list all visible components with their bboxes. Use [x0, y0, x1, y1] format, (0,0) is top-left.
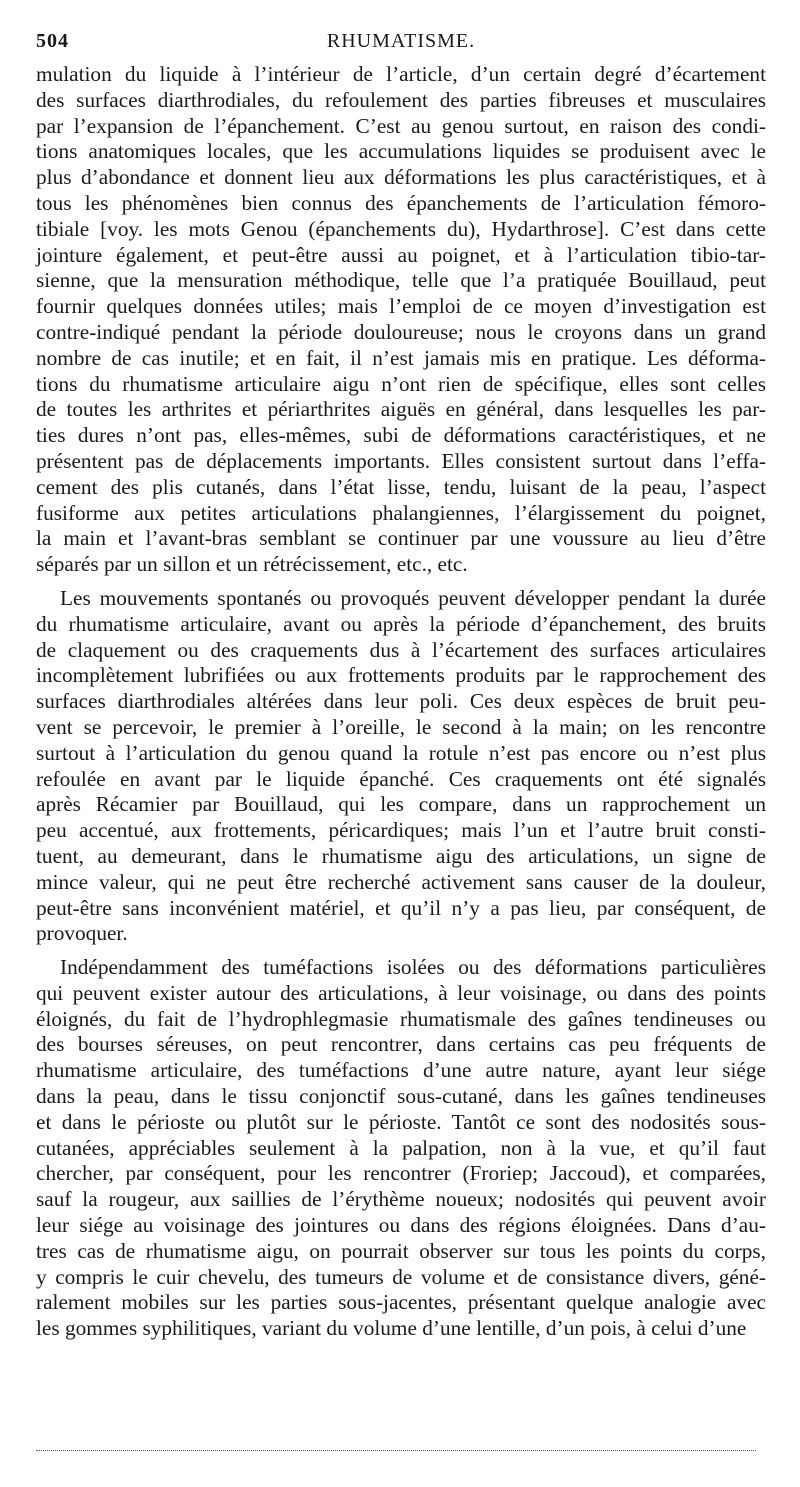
text-line: sauf la rougeur, aux saillies de l’érythème noueux; nodosités qui peuvent avoir — [36, 1187, 766, 1212]
footer-rule — [36, 1450, 756, 1451]
text-line: les gommes syphilitiques, variant du volume d’une lentille, d’un pois, à celui d’une — [36, 1316, 747, 1341]
text-line: chercher, par conséquent, pour les rencontrer (Froriep; Jaccoud), et comparées, — [36, 1161, 766, 1186]
text-line: éloignés, du fait de l’hydrophlegmasie rhumatismale des gaînes tendineuses ou — [36, 1006, 766, 1031]
text-line: peut-être sans inconvénient matériel, et qu’il n’y a pas lieu, par conséquent, de — [36, 895, 766, 920]
text-line: sienne, que la mensuration méthodique, telle que l’a pratiquée Bouillaud, peut — [36, 268, 766, 293]
text-line: Les mouvements spontanés ou provoqués peuvent développer pendant la durée — [60, 585, 766, 610]
text-line: plus d’abondance et donnent lieu aux déformations les plus caractéristiques, et à — [36, 165, 766, 190]
text-line: des bourses séreuses, on peut rencontrer, dans certains cas peu fréquents de — [36, 1032, 766, 1057]
text-line: après Récamier par Bouillaud, qui les compare, dans un rapprochement un — [36, 792, 766, 817]
text-line: mulation du liquide à l’intérieur de l’article, d’un certain degré d’écartement — [36, 62, 766, 86]
text-line: de toutes les arthrites et périarthrites aiguës en général, dans lesquelles les par- — [36, 397, 766, 422]
page-number: 504 — [36, 30, 69, 52]
text-line: ties dures n’ont pas, elles-mêmes, subi de déformations caractéristiques, et ne — [36, 423, 766, 448]
text-line: dans la peau, dans le tissu conjonctif sous-cutané, dans les gaînes tendineuses — [36, 1084, 766, 1109]
paragraph — [36, 586, 766, 947]
text-line: fournir quelques données utiles; mais l’emploi de ce moyen d’investigation est — [36, 294, 766, 319]
text-line: cement des plis cutanés, dans l’état lisse, tendu, luisant de la peau, l’aspect — [36, 474, 766, 499]
text-line: peu accentué, aux frottements, péricardiques; mais l’un et l’autre bruit consti- — [36, 818, 766, 843]
text-line: présentent pas de déplacements importants. Elles consistent surtout dans l’effa- — [36, 448, 766, 473]
text-line: tres cas de rhumatisme aigu, on pourrait observer sur tous les points du corps, — [36, 1238, 766, 1263]
text-line: vent se percevoir, le premier à l’oreille, le second à la main; on les rencontre — [36, 714, 766, 739]
text-line: Indépendamment des tuméfactions isolées ou des déformations particulières — [60, 955, 766, 980]
text-line: du rhumatisme articulaire, avant ou après la période d’épanchement, des bruits — [36, 611, 766, 636]
text-line: ralement mobiles sur les parties sous-jacentes, présentant quelque analogie avec — [36, 1290, 766, 1315]
text-line: y compris le cuir chevelu, des tumeurs de volume et de consistance divers, géné- — [36, 1264, 766, 1289]
text-line: refoulée en avant par le liquide épanché. Ces craquements ont été signalés — [36, 766, 766, 791]
text-line: et dans le périoste ou plutôt sur le périoste. Tantôt ce sont des nodosités sous- — [36, 1109, 766, 1134]
text-line: incomplètement lubrifiées ou aux frottements produits par le rapprochement des — [36, 663, 766, 688]
text-line: tous les phénomènes bien connus des épanchements de l’articulation fémoro- — [36, 190, 766, 215]
page-body — [36, 62, 766, 1342]
text-line: tions du rhumatisme articulaire aigu n’ont rien de spécifique, elles sont celles — [36, 371, 766, 396]
text-line: rhumatisme articulaire, des tuméfactions d’une autre nature, ayant leur siége — [36, 1058, 766, 1083]
text-line: mince valeur, qui ne peut être recherché activement sans causer de la douleur, — [36, 869, 766, 894]
text-line: par l’expansion de l’épanchement. C’est au genou surtout, en raison des condi- — [36, 113, 766, 138]
text-line: tuent, au demeurant, dans le rhumatisme aigu des articulations, un signe de — [36, 843, 766, 868]
text-line: jointure également, et peut-être aussi au poignet, et à l’articulation tibio-tar- — [36, 242, 766, 267]
text-line: tions anatomiques locales, que les accumulations liquides se produisent avec le — [36, 139, 766, 164]
text-line: nombre de cas inutile; et en fait, il n’est jamais mis en pratique. Les déforma- — [36, 345, 766, 370]
text-line: la main et l’avant-bras semblant se continuer par une voussure au lieu d’être — [36, 526, 766, 551]
text-line: surfaces diarthrodiales altérées dans leur poli. Ces deux espèces de bruit peu- — [36, 689, 766, 714]
text-line: qui peuvent exister autour des articulations, à leur voisinage, ou dans des points — [36, 980, 766, 1005]
text-line: provoquer. — [36, 921, 128, 946]
text-line: des surfaces diarthrodiales, du refoulement des parties fibreuses et musculaires — [36, 87, 766, 112]
text-line: fusiforme aux petites articulations phalangiennes, l’élargissement du poignet, — [36, 500, 766, 525]
running-head: RHUMATISME. — [326, 30, 476, 52]
text-line: de claquement ou des craquements dus à l’écartement des surfaces articulaires — [36, 637, 766, 662]
text-line: surtout à l’articulation du genou quand la rotule n’est pas encore ou n’est plus — [36, 740, 766, 765]
page-header — [36, 30, 766, 58]
text-line: contre-indiqué pendant la période douloureuse; nous le croyons dans un grand — [36, 319, 766, 344]
paragraph — [36, 62, 766, 578]
text-line: tibiale [voy. les mots Genou (épanchements du), Hydarthrose]. C’est dans cette — [36, 216, 766, 241]
text-line: séparés par un sillon et un rétrécissement, etc., etc. — [36, 552, 468, 577]
text-line: cutanées, appréciables seulement à la palpation, non à la vue, et qu’il faut — [36, 1135, 766, 1160]
text-line: leur siége au voisinage des jointures ou dans des régions éloignées. Dans d’au- — [36, 1213, 766, 1238]
paragraph — [36, 955, 766, 1342]
